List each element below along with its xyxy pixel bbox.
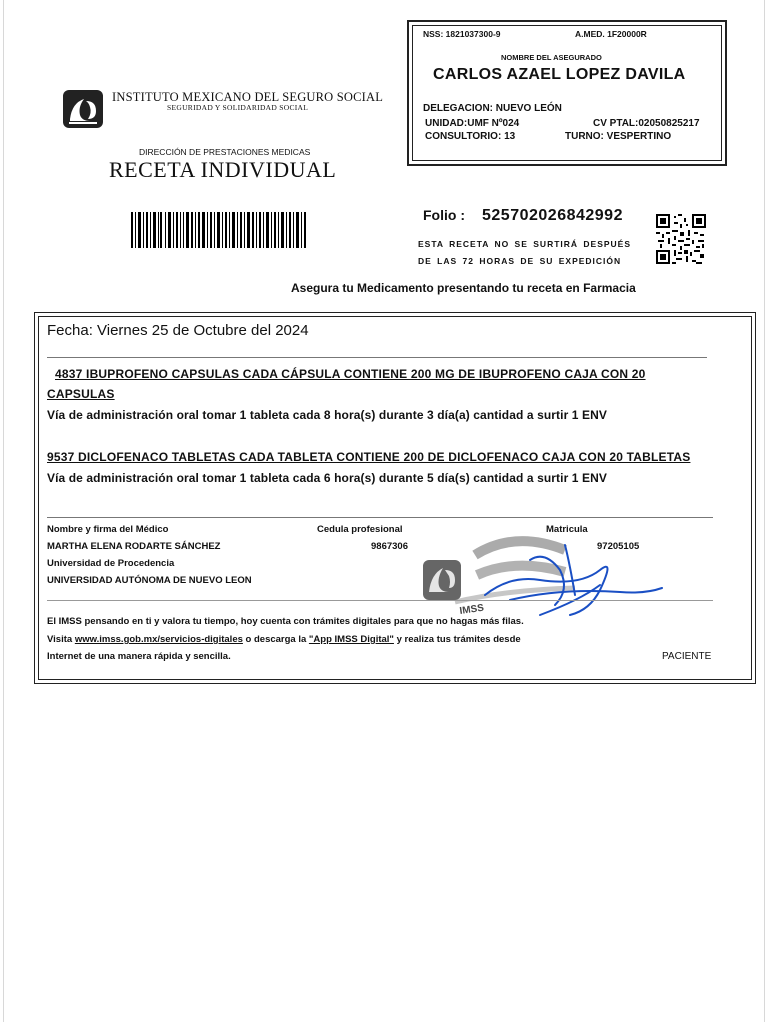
- expiry-warning-line1: ESTA RECETA NO SE SURTIRÁ DESPUÉS: [418, 239, 632, 249]
- nss: NSS: 1821037300-9: [423, 29, 501, 39]
- patient-name-label: NOMBRE DEL ASEGURADO: [501, 53, 602, 62]
- matricula-label: Matricula: [546, 524, 588, 535]
- app-imss-link[interactable]: "App IMSS Digital": [308, 634, 394, 645]
- delegacion: DELEGACION: NUEVO LEÓN: [423, 103, 562, 114]
- barcode: [131, 212, 306, 248]
- patient-name: CARLOS AZAEL LOPEZ DAVILA: [433, 66, 686, 83]
- university-label: Universidad de Procedencia: [47, 558, 175, 569]
- expiry-warning-line2: DE LAS 72 HORAS DE SU EXPEDICIÓN: [418, 256, 622, 266]
- footer-text: y realiza tus trámites desde: [393, 634, 521, 645]
- doctor-name-label: Nombre y firma del Médico: [47, 524, 169, 535]
- medication-1-title: 4837 IBUPROFENO CAPSULAS CADA CÁPSULA CONTIENE 200 MG DE IBUPROFENO CAJA CON 20: [55, 367, 646, 381]
- folio-label: Folio :: [423, 207, 465, 223]
- stamp-text: IMSS: [458, 602, 485, 617]
- footer-text: Visita: [47, 634, 75, 645]
- doctor-university: UNIVERSIDAD AUTÓNOMA DE NUEVO LEON: [47, 575, 252, 586]
- cedula-label: Cedula profesional: [317, 524, 403, 535]
- pharmacy-notice: Asegura tu Medicamento presentando tu receta en Farmacia: [291, 281, 636, 295]
- medication-2-instructions: Vía de administración oral tomar 1 tableta cada 6 hora(s) durante 5 día(s) cantidad a surtir 1 ENV: [47, 471, 607, 485]
- turno: TURNO: VESPERTINO: [565, 131, 672, 142]
- medication-1-title-cont: CAPSULAS: [47, 387, 115, 401]
- direction-label: DIRECCIÓN DE PRESTACIONES MEDICAS: [139, 147, 311, 157]
- imss-logo-icon: [62, 89, 104, 129]
- cv-ptal: CV PTAL:02050825217: [593, 118, 700, 129]
- footer-line2: [47, 634, 521, 645]
- qr-code: [656, 214, 706, 264]
- doctor-matricula: 97205105: [597, 541, 640, 552]
- doctor-name: MARTHA ELENA RODARTE SÁNCHEZ: [47, 541, 221, 552]
- document-title: RECETA INDIVIDUAL: [109, 157, 337, 182]
- copy-type: PACIENTE: [662, 651, 712, 662]
- footer-line1: El IMSS pensando en ti y valora tu tiempo, hoy cuenta con trámites digitales para que no hagas más filas.: [47, 616, 524, 627]
- doctor-cedula: 9867306: [371, 541, 408, 552]
- divider: [47, 357, 707, 358]
- unidad: UNIDAD:UMF Nº024: [425, 118, 520, 129]
- medication-1-instructions: Vía de administración oral tomar 1 tableta cada 8 hora(s) durante 3 día(a) cantidad a surtir 1 ENV: [47, 408, 607, 422]
- prescription-date: Fecha: Viernes 25 de Octubre del 2024: [47, 322, 309, 339]
- medication-2-title: 9537 DICLOFENACO TABLETAS CADA TABLETA CONTIENE 200 DE DICLOFENACO CAJA CON 20 TABLETAS: [47, 450, 691, 464]
- amed: A.MED. 1F20000R: [575, 29, 647, 39]
- folio-value: 525702026842992: [482, 207, 623, 224]
- institute-name: INSTITUTO MEXICANO DEL SEGURO SOCIAL: [112, 90, 384, 104]
- institute-subtitle: SEGURIDAD Y SOLIDARIDAD SOCIAL: [167, 103, 309, 112]
- footer-line3: Internet de una manera rápida y sencilla.: [47, 651, 231, 662]
- divider: [47, 517, 713, 518]
- imss-services-link[interactable]: www.imss.gob.mx/servicios-digitales: [74, 634, 243, 645]
- divider: [47, 600, 713, 601]
- consultorio: CONSULTORIO: 13: [425, 131, 516, 142]
- patient-info-box: [407, 20, 727, 166]
- footer-text: o descarga la: [242, 634, 309, 645]
